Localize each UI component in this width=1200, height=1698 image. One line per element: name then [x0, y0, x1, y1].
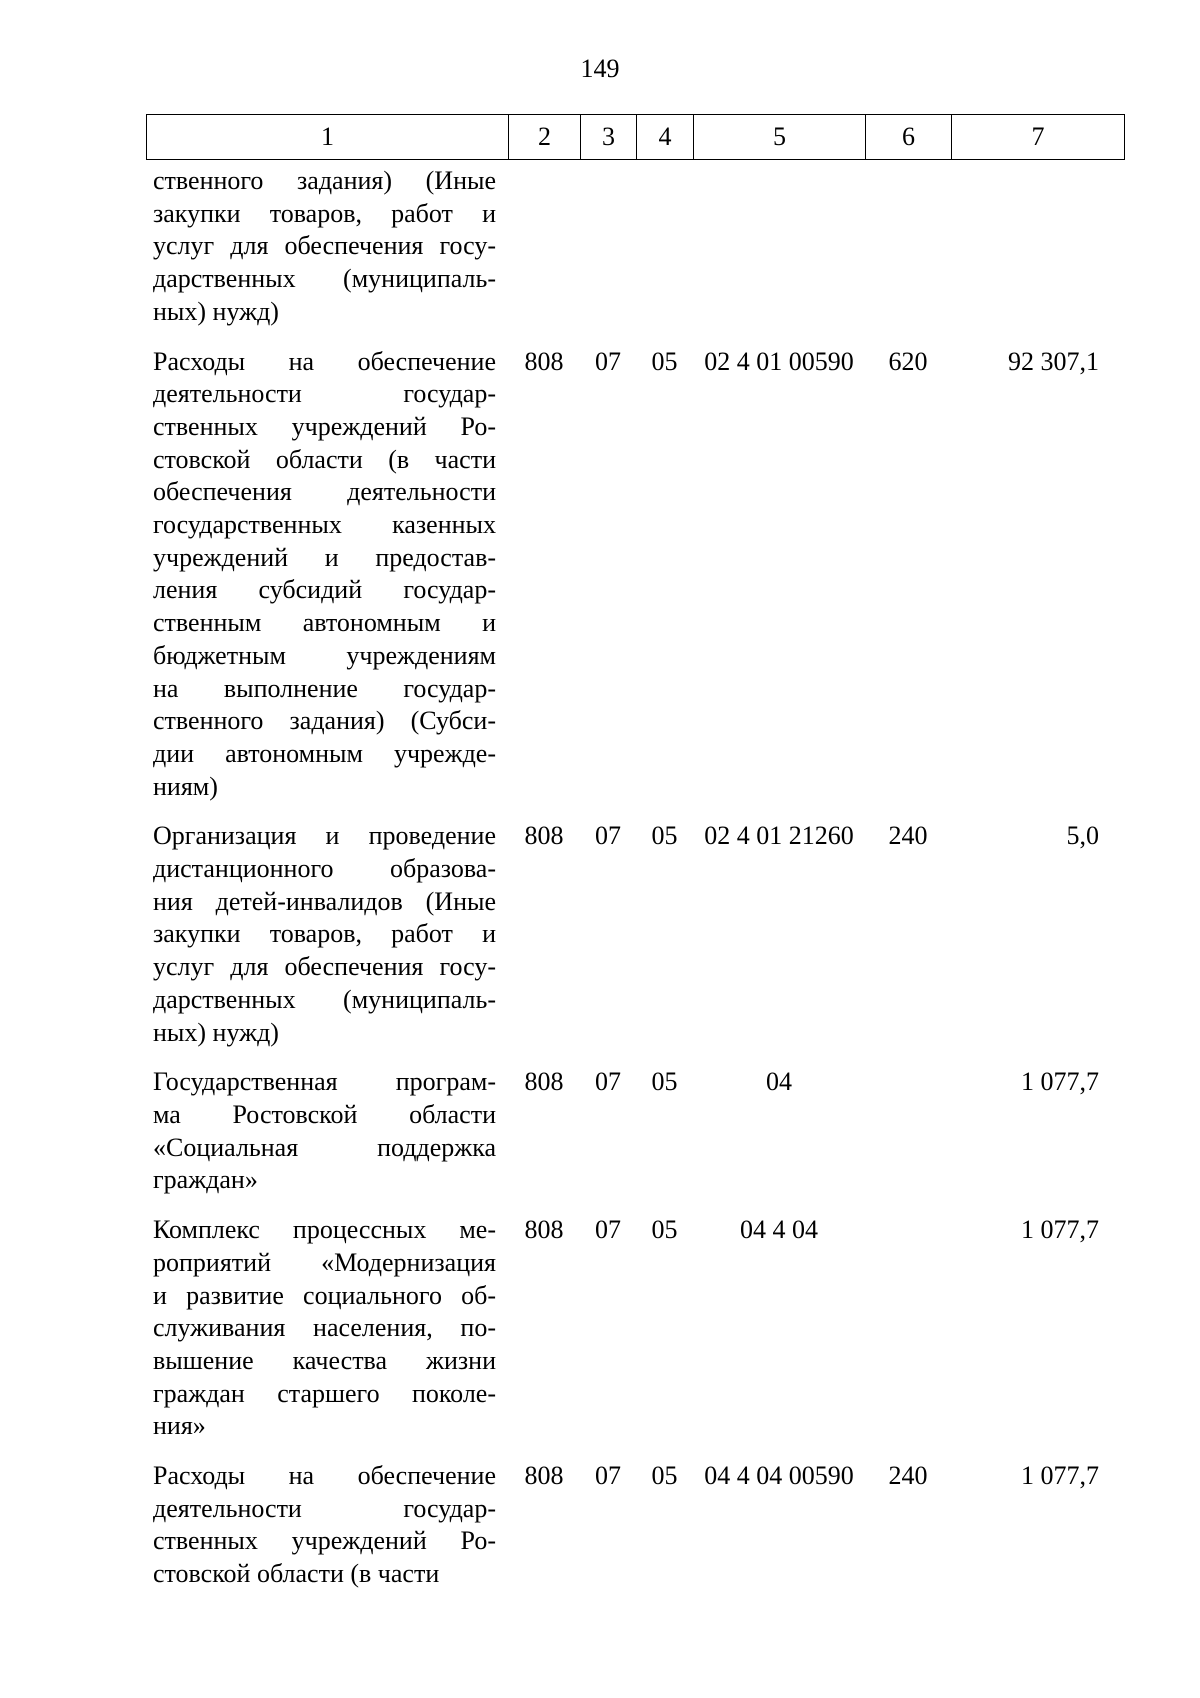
description-line: стовской области (в части [153, 444, 496, 474]
description-line: деятельности государ- [153, 379, 496, 409]
table-row [146, 1214, 1118, 1443]
description-line: Комплекс процессных ме- [153, 1215, 496, 1245]
header-col-6: 6 [866, 115, 952, 160]
header-col-2: 2 [509, 115, 581, 160]
target-item-code: 02 4 01 00590 [704, 346, 854, 376]
subsection-code: 05 [651, 1067, 678, 1097]
description-line: дарственных (муниципаль- [153, 984, 496, 1014]
description-line: Расходы на обеспечение [153, 1461, 496, 1491]
description-line: роприятий «Модернизация [153, 1247, 496, 1277]
description-line: деятельности государ- [153, 1493, 496, 1523]
table-body [146, 165, 1118, 1608]
description-line: учреждений и предостав- [153, 542, 496, 572]
ministry-code: 808 [524, 1215, 564, 1245]
expense-type-code: 620 [888, 346, 928, 376]
subsection-code: 05 [651, 821, 678, 851]
description-line: Расходы на обеспечение [153, 346, 496, 376]
page-number: 149 [580, 54, 620, 83]
row-description [146, 1214, 508, 1443]
ministry-code: 808 [524, 1461, 564, 1491]
description-line: стовской области (в части [153, 1559, 440, 1589]
description-line: граждан старшего поколе- [153, 1378, 496, 1408]
target-item-code: 04 [766, 1067, 792, 1097]
description-line: ления субсидий государ- [153, 575, 496, 605]
description-line: на выполнение государ- [153, 673, 496, 703]
header-col-5: 5 [694, 115, 866, 160]
description-line: обеспечения деятельности [153, 477, 496, 507]
description-line: ма Ростовской области [153, 1099, 496, 1129]
description-line: Государственная програм- [153, 1067, 496, 1097]
ministry-code: 808 [524, 1067, 564, 1097]
description-line: вышение качества жизни [153, 1345, 496, 1375]
description-line: дарственных (муниципаль- [153, 264, 496, 294]
description-line: граждан» [153, 1165, 258, 1195]
description-line: «Социальная поддержка [153, 1132, 496, 1162]
target-item-code: 04 4 04 00590 [704, 1461, 854, 1491]
description-line: ственных учреждений Ро- [153, 1526, 496, 1556]
table-row [146, 1460, 1118, 1591]
row-description [146, 1066, 508, 1197]
description-line: дии автономным учрежде- [153, 738, 496, 768]
description-line: ния» [153, 1411, 206, 1441]
header-col-4: 4 [637, 115, 694, 160]
description-line: закупки товаров, работ и [153, 919, 496, 949]
amount: 1 077,7 [1021, 1067, 1099, 1097]
amount: 5,0 [1066, 821, 1099, 851]
header-col-3: 3 [581, 115, 637, 160]
row-description [146, 346, 508, 804]
table-row [146, 820, 1118, 1049]
table-row [146, 346, 1118, 804]
header-row [147, 115, 1125, 160]
target-item-code: 02 4 01 21260 [704, 821, 854, 851]
header-col-1: 1 [147, 115, 509, 160]
table-header [146, 114, 1125, 160]
header-col-7: 7 [952, 115, 1125, 160]
description-line: услуг для обеспечения госу- [153, 231, 496, 261]
description-line: услуг для обеспечения госу- [153, 952, 496, 982]
row-description [146, 1460, 508, 1591]
description-line: ственного задания) (Субси- [153, 706, 496, 736]
ministry-code: 808 [524, 821, 564, 851]
amount: 1 077,7 [1021, 1215, 1099, 1245]
description-line: дистанционного образова- [153, 854, 496, 884]
description-line: и развитие социального об- [153, 1280, 496, 1310]
target-item-code: 04 4 04 [740, 1215, 818, 1245]
table-row [146, 165, 1118, 329]
description-line: ственным автономным и [153, 608, 496, 638]
ministry-code: 808 [524, 346, 564, 376]
subsection-code: 05 [651, 346, 678, 376]
description-line: бюджетным учреждениям [153, 640, 496, 670]
description-line: ственных учреждений Ро- [153, 411, 496, 441]
amount: 92 307,1 [1008, 346, 1099, 376]
expense-type-code: 240 [888, 1461, 928, 1491]
section-code: 07 [595, 346, 621, 376]
description-line: ных) нужд) [153, 296, 279, 326]
section-code: 07 [595, 1215, 621, 1245]
section-code: 07 [595, 1461, 621, 1491]
row-description [146, 165, 508, 329]
description-line: служивания населения, по- [153, 1313, 496, 1343]
row-description [146, 820, 508, 1049]
description-line: ных) нужд) [153, 1017, 279, 1047]
description-line: государственных казенных [153, 510, 496, 540]
description-line: ственного задания) (Иные [153, 166, 496, 195]
table-row [146, 1066, 1118, 1197]
subsection-code: 05 [651, 1215, 678, 1245]
description-line: закупки товаров, работ и [153, 198, 496, 228]
subsection-code: 05 [651, 1461, 678, 1491]
expense-type-code: 240 [888, 821, 928, 851]
section-code: 07 [595, 1067, 621, 1097]
description-line: ния детей-инвалидов (Иные [153, 886, 496, 916]
section-code: 07 [595, 821, 621, 851]
amount: 1 077,7 [1021, 1461, 1099, 1491]
description-line: ниям) [153, 771, 218, 801]
description-line: Организация и проведение [153, 821, 496, 851]
